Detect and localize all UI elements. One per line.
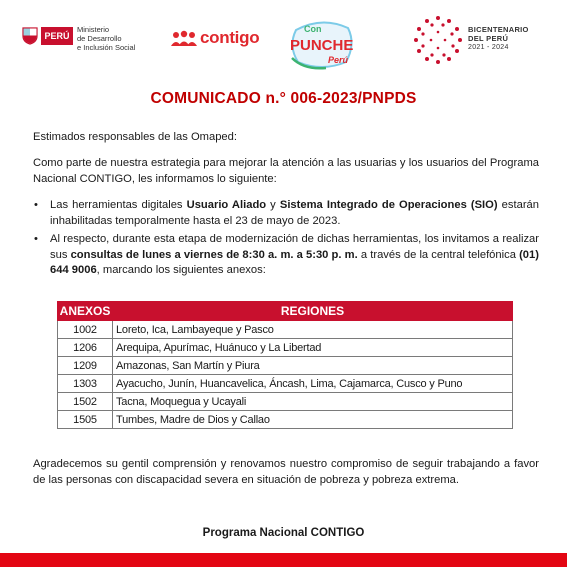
text-span: estarán inhabilitadas temporalmente hasta el 23 de mayo de 2023. <box>50 199 539 227</box>
header <box>0 0 567 80</box>
region-cell: Tacna, Moquegua y Ucayali <box>113 393 513 411</box>
text-span: , marcando los siguientes anexos: <box>96 264 266 276</box>
bullet-item-consultas <box>33 232 539 279</box>
table-row <box>58 357 513 375</box>
anexo-cell: 1002 <box>58 321 113 339</box>
anexo-cell: 1303 <box>58 375 113 393</box>
greeting: Estimados responsables de las Omaped: <box>33 131 237 143</box>
bicentenario-years: 2021 - 2024 <box>468 44 509 51</box>
region-cell: Ayacucho, Junín, Huancavelica, Áncash, Lima, Cajamarca, Cusco y Puno <box>113 375 513 393</box>
schedule-text: consultas de lunes a viernes de 8:30 a. m. a 5:30 p. m. <box>70 248 358 261</box>
people-icon <box>170 30 198 48</box>
punche-text-con: Con <box>304 24 322 34</box>
text-span: y <box>266 199 280 211</box>
table-row <box>58 321 513 339</box>
anexos-table <box>57 301 513 429</box>
text-span: Al respecto, durante esta etapa de modernización de dichas herramientas, los invitamos a realizar sus <box>50 233 539 261</box>
table-row <box>58 339 513 357</box>
bicentenario-line: DEL PERÚ <box>468 34 509 43</box>
punche-text-peru: Perú <box>328 55 349 65</box>
anexo-cell: 1206 <box>58 339 113 357</box>
closing-paragraph: Agradecemos su gentil comprensión y renovamos nuestro compromiso de seguir trabajando a favor de las personas con discapacidad severa en situación de pobreza y pobreza extrema. <box>33 458 539 486</box>
region-cell: Tumbes, Madre de Dios y Callao <box>113 411 513 429</box>
anexo-cell: 1502 <box>58 393 113 411</box>
region-cell: Loreto, Ica, Lambayeque y Pasco <box>113 321 513 339</box>
tool-name-sio: Sistema Integrado de Operaciones (SIO) <box>279 199 498 211</box>
punche-text-main: PUNCHE <box>290 37 354 54</box>
signature: Programa Nacional CONTIGO <box>202 527 365 539</box>
table-header-row <box>58 302 513 321</box>
phone-number: (01) 644 9006 <box>50 248 539 276</box>
bullet-item-tools <box>33 198 539 229</box>
bicentenario-icon <box>412 14 464 66</box>
text-span: a través de la central telefónica <box>357 248 520 261</box>
header-anexos: ANEXOS <box>58 302 113 321</box>
table-row <box>58 393 513 411</box>
ministerio-logo-text <box>77 25 167 52</box>
text-span: Las herramientas digitales <box>50 199 187 211</box>
bullet-list <box>33 198 539 282</box>
region-cell: Arequipa, Apurímac, Huánuco y La Libertad <box>113 339 513 357</box>
ministerio-line: de Desarrollo <box>77 34 122 43</box>
peru-label: PERÚ <box>41 27 73 45</box>
tool-name-usuario-aliado: Usuario Aliado <box>186 199 267 211</box>
ministerio-line: Ministerio <box>77 25 110 34</box>
header-regiones: REGIONES <box>113 302 513 321</box>
peru-coat-of-arms-icon <box>22 27 38 45</box>
anexo-cell: 1505 <box>58 411 113 429</box>
ministerio-line: e Inclusión Social <box>77 43 136 52</box>
footer-bar <box>0 553 567 567</box>
document-title: COMUNICADO n.° 006-2023/PNPDS <box>150 90 417 107</box>
con-punche-peru-logo <box>282 12 362 74</box>
bicentenario-logo-text <box>468 25 529 52</box>
table-row <box>58 411 513 429</box>
intro-paragraph: Como parte de nuestra estrategia para mejorar la atención a las usuarias y los usuarios del Programa Nacional CONTIGO, les informamos lo siguiente: <box>33 157 539 185</box>
region-cell: Amazonas, San Martín y Piura <box>113 357 513 375</box>
anexo-cell: 1209 <box>58 357 113 375</box>
contigo-logo-text: contigo <box>200 28 260 47</box>
table-row <box>58 375 513 393</box>
bicentenario-line: BICENTENARIO <box>468 25 529 34</box>
